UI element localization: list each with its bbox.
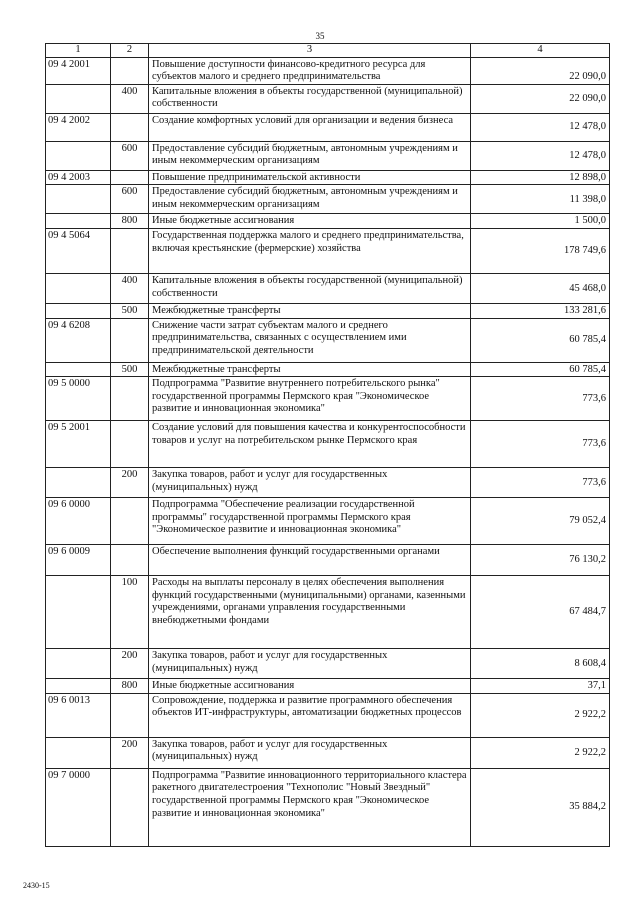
row-name: Повышение предпринимательской активности [149, 170, 471, 185]
table-row [46, 545, 610, 576]
row-code [46, 468, 111, 498]
table-row [46, 318, 610, 362]
row-name: Снижение части затрат субъектам малого и среднего предпринимательства, связанных с осуществлением ими предпринимательской деятельности [149, 318, 471, 362]
row-name: Государственная поддержка малого и среднего предпринимательства, включая крестьянские (фермерские) хозяйства [149, 228, 471, 273]
row-name: Создание условий для повышения качества и конкурентоспособности товаров и услуг на потребительском рынке Пермского края [149, 421, 471, 468]
table-row [46, 57, 610, 84]
row-expense-type [111, 57, 149, 84]
row-amount: 133 281,6 [471, 303, 610, 318]
row-name: Межбюджетные трансферты [149, 303, 471, 318]
row-name: Создание комфортных условий для организации и ведения бизнеса [149, 113, 471, 141]
row-name: Расходы на выплаты персоналу в целях обеспечения выполнения функций государственными (муниципальными) органами, казенными учреждениями, органами управления государственными внебюджетными фондами [149, 576, 471, 649]
row-expense-type: 600 [111, 185, 149, 214]
column-header-1: 1 [46, 44, 111, 58]
table-row [46, 141, 610, 170]
row-name: Капитальные вложения в объекты государственной (муниципальной) собственности [149, 84, 471, 113]
row-code [46, 185, 111, 214]
row-expense-type [111, 377, 149, 421]
row-expense-type: 800 [111, 679, 149, 694]
row-expense-type: 500 [111, 303, 149, 318]
row-name: Закупка товаров, работ и услуг для государственных (муниципальных) нужд [149, 468, 471, 498]
row-expense-type [111, 113, 149, 141]
table-row [46, 421, 610, 468]
table-row [46, 679, 610, 694]
table-header-row [46, 44, 610, 58]
row-expense-type: 500 [111, 362, 149, 377]
footer-document-code: 2430-15 [23, 881, 50, 890]
row-expense-type: 800 [111, 214, 149, 229]
row-amount: 22 090,0 [471, 84, 610, 113]
row-expense-type: 100 [111, 576, 149, 649]
table-row [46, 84, 610, 113]
column-header-3: 3 [149, 44, 471, 58]
row-code [46, 576, 111, 649]
row-expense-type [111, 318, 149, 362]
row-expense-type [111, 545, 149, 576]
table-row [46, 693, 610, 737]
row-name: Закупка товаров, работ и услуг для государственных (муниципальных) нужд [149, 737, 471, 768]
row-name: Сопровождение, поддержка и развитие программного обеспечения объектов ИТ-инфраструктуры, автоматизации бюджетных процессов [149, 693, 471, 737]
row-amount: 8 608,4 [471, 649, 610, 679]
row-code: 09 4 5064 [46, 228, 111, 273]
row-expense-type: 200 [111, 649, 149, 679]
row-expense-type [111, 228, 149, 273]
row-amount: 37,1 [471, 679, 610, 694]
row-amount: 773,6 [471, 421, 610, 468]
table-row [46, 113, 610, 141]
row-code [46, 362, 111, 377]
row-code: 09 7 0000 [46, 768, 111, 846]
row-amount: 1 500,0 [471, 214, 610, 229]
row-expense-type: 400 [111, 273, 149, 303]
row-code [46, 737, 111, 768]
row-name: Повышение доступности финансово-кредитного ресурса для субъектов малого и среднего предпринимательства [149, 57, 471, 84]
row-code: 09 6 0000 [46, 498, 111, 545]
row-name: Подпрограмма "Обеспечение реализации государственной программы" государственной программы Пермского края "Экономическое развитие и инновационная экономика" [149, 498, 471, 545]
table-row [46, 498, 610, 545]
row-code [46, 679, 111, 694]
row-name: Иные бюджетные ассигнования [149, 214, 471, 229]
table-row [46, 214, 610, 229]
row-code [46, 84, 111, 113]
table-row [46, 228, 610, 273]
table-row [46, 737, 610, 768]
table-row [46, 185, 610, 214]
row-expense-type [111, 498, 149, 545]
row-code [46, 303, 111, 318]
row-name: Обеспечение выполнения функций государственными органами [149, 545, 471, 576]
row-name: Предоставление субсидий бюджетным, автономным учреждениям и иным некоммерческим организациям [149, 141, 471, 170]
row-code [46, 214, 111, 229]
table-row [46, 303, 610, 318]
row-code: 09 4 2003 [46, 170, 111, 185]
row-expense-type [111, 170, 149, 185]
row-expense-type: 400 [111, 84, 149, 113]
row-amount: 79 052,4 [471, 498, 610, 545]
row-code: 09 4 6208 [46, 318, 111, 362]
row-name: Подпрограмма "Развитие внутреннего потребительского рынка" государственной программы Пермского края "Экономическое развитие и инновационная экономика" [149, 377, 471, 421]
table-row [46, 170, 610, 185]
row-code: 09 6 0013 [46, 693, 111, 737]
row-expense-type: 200 [111, 468, 149, 498]
row-code: 09 6 0009 [46, 545, 111, 576]
row-amount: 45 468,0 [471, 273, 610, 303]
column-header-4: 4 [471, 44, 610, 58]
row-amount: 773,6 [471, 468, 610, 498]
row-expense-type [111, 421, 149, 468]
row-amount: 773,6 [471, 377, 610, 421]
row-expense-type [111, 768, 149, 846]
row-name: Иные бюджетные ассигнования [149, 679, 471, 694]
row-amount: 12 478,0 [471, 113, 610, 141]
row-code [46, 273, 111, 303]
table-row [46, 273, 610, 303]
row-code: 09 4 2002 [46, 113, 111, 141]
row-amount: 2 922,2 [471, 737, 610, 768]
table-row [46, 468, 610, 498]
row-name: Закупка товаров, работ и услуг для государственных (муниципальных) нужд [149, 649, 471, 679]
page-number: 35 [315, 31, 325, 41]
row-amount: 60 785,4 [471, 318, 610, 362]
row-amount: 2 922,2 [471, 693, 610, 737]
table-row [46, 362, 610, 377]
table-row [46, 576, 610, 649]
row-expense-type: 200 [111, 737, 149, 768]
budget-table [45, 43, 610, 847]
row-name: Подпрограмма "Развитие инновационного территориального кластера ракетного двигателестроения "Технополис "Новый Звездный" государственной программы Пермского края "Экономическое развитие и инновационная экономика" [149, 768, 471, 846]
row-amount: 76 130,2 [471, 545, 610, 576]
row-code: 09 5 2001 [46, 421, 111, 468]
row-amount: 67 484,7 [471, 576, 610, 649]
row-amount: 22 090,0 [471, 57, 610, 84]
row-amount: 60 785,4 [471, 362, 610, 377]
row-code: 09 5 0000 [46, 377, 111, 421]
row-name: Межбюджетные трансферты [149, 362, 471, 377]
table-row [46, 768, 610, 846]
column-header-2: 2 [111, 44, 149, 58]
row-amount: 178 749,6 [471, 228, 610, 273]
row-amount: 12 898,0 [471, 170, 610, 185]
row-code: 09 4 2001 [46, 57, 111, 84]
table-row [46, 377, 610, 421]
row-code [46, 141, 111, 170]
row-code [46, 649, 111, 679]
row-expense-type [111, 693, 149, 737]
row-amount: 35 884,2 [471, 768, 610, 846]
row-name: Предоставление субсидий бюджетным, автономным учреждениям и иным некоммерческим организациям [149, 185, 471, 214]
row-expense-type: 600 [111, 141, 149, 170]
table-row [46, 649, 610, 679]
row-amount: 11 398,0 [471, 185, 610, 214]
row-name: Капитальные вложения в объекты государственной (муниципальной) собственности [149, 273, 471, 303]
row-amount: 12 478,0 [471, 141, 610, 170]
